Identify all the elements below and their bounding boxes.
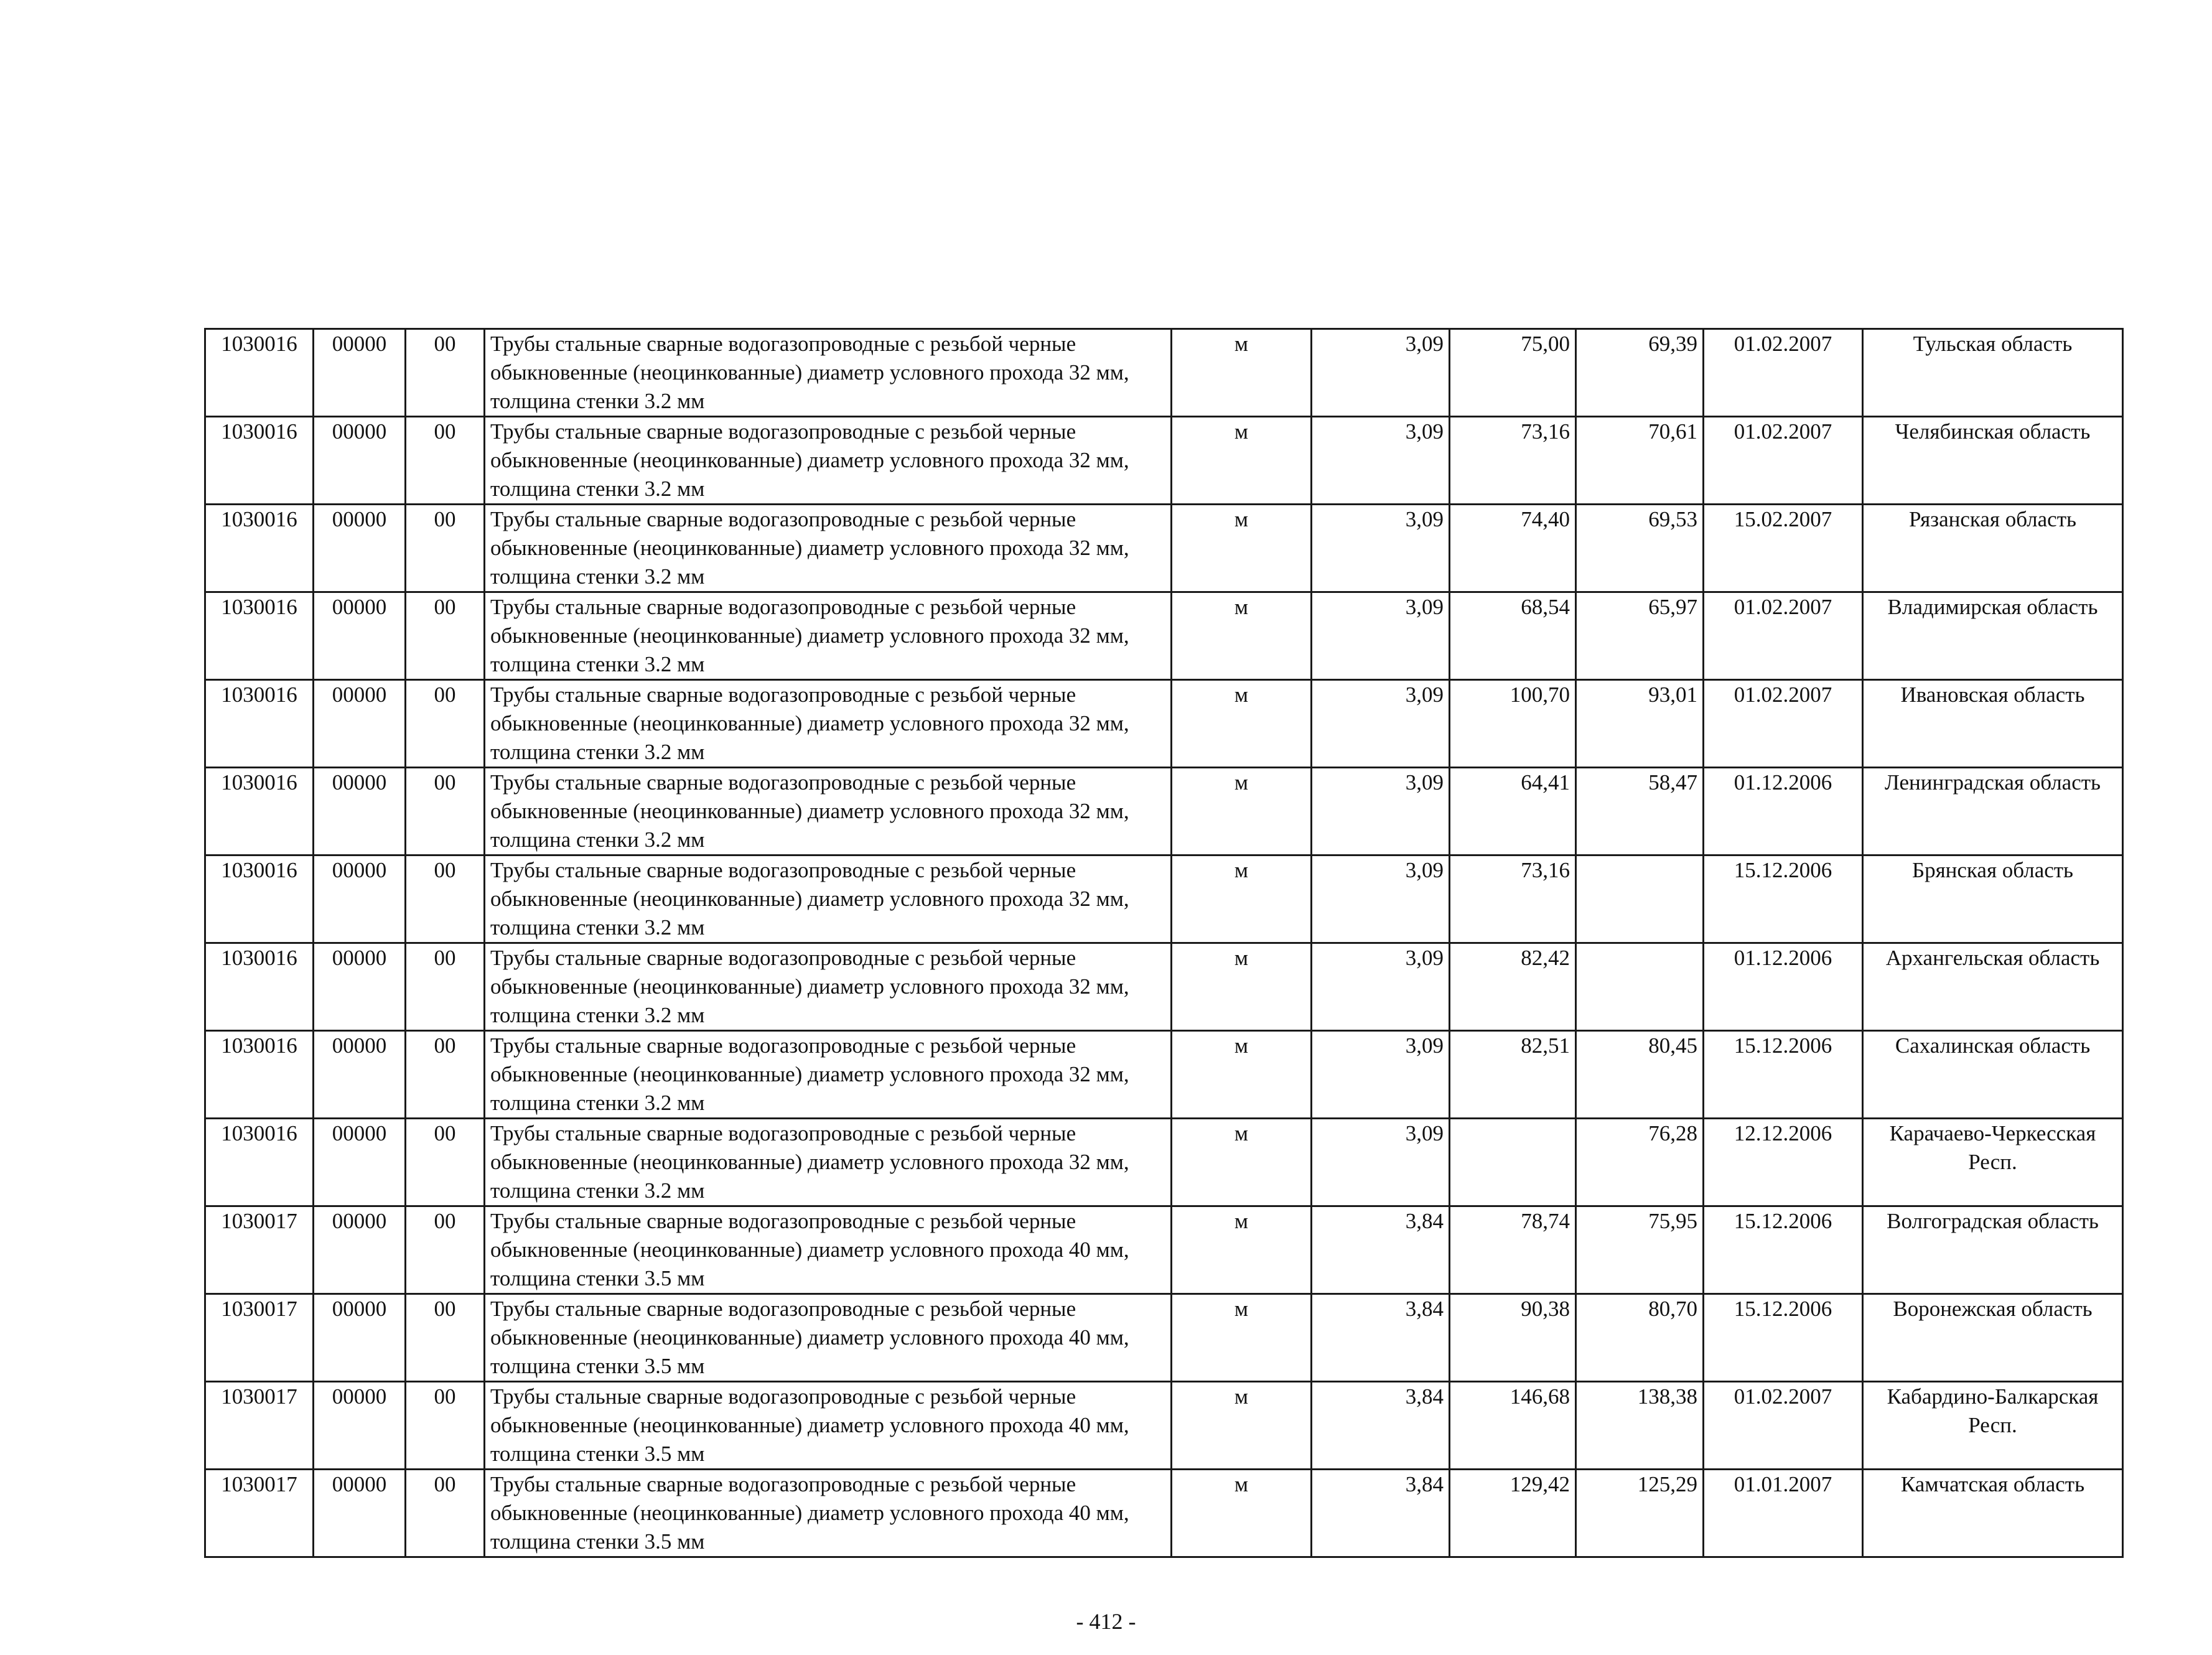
item-code-cell: 1030016 [205,505,314,592]
subcode-cell: 00000 [314,1206,406,1294]
unit-cell: м [1172,592,1312,680]
table-body [205,329,2123,1557]
price-cell: 82,51 [1450,1031,1576,1119]
subcode-cell: 00000 [314,329,406,417]
item-name-cell: Трубы стальные сварные водогазопроводные с резьбой черные обыкновенные (неоцинкованные) диаметр условного прохода 40 мм, толщина стенки 3.5 мм [485,1206,1172,1294]
price-alt-cell [1576,943,1704,1031]
price-cell: 146,68 [1450,1382,1576,1470]
date-cell: 15.02.2007 [1704,505,1863,592]
weight-cell: 3,09 [1312,505,1450,592]
region-cell: Воронежская область [1863,1294,2123,1382]
subcode-cell: 00000 [314,417,406,505]
date-cell: 01.02.2007 [1704,680,1863,768]
price-alt-cell: 75,95 [1576,1206,1704,1294]
unit-cell: м [1172,1470,1312,1557]
weight-cell: 3,09 [1312,855,1450,943]
region-cell: Рязанская область [1863,505,2123,592]
table-row [205,417,2123,505]
table-row [205,1382,2123,1470]
date-cell: 01.02.2007 [1704,417,1863,505]
item-code-cell: 1030016 [205,680,314,768]
weight-cell: 3,09 [1312,680,1450,768]
item-code-cell: 1030016 [205,329,314,417]
item-name-cell: Трубы стальные сварные водогазопроводные с резьбой черные обыкновенные (неоцинкованные) диаметр условного прохода 32 мм, толщина стенки 3.2 мм [485,768,1172,855]
table-row [205,505,2123,592]
item-name-cell: Трубы стальные сварные водогазопроводные с резьбой черные обыкновенные (неоцинкованные) диаметр условного прохода 32 мм, толщина стенки 3.2 мм [485,592,1172,680]
item-code-cell: 1030017 [205,1382,314,1470]
weight-cell: 3,84 [1312,1206,1450,1294]
item-code-cell: 1030016 [205,1119,314,1206]
unit-cell: м [1172,1294,1312,1382]
suffix-code-cell: 00 [406,505,485,592]
price-cell: 90,38 [1450,1294,1576,1382]
region-cell: Челябинская область [1863,417,2123,505]
item-code-cell: 1030016 [205,417,314,505]
region-cell: Ленинградская область [1863,768,2123,855]
region-cell: Карачаево-Черкесская Респ. [1863,1119,2123,1206]
price-cell: 75,00 [1450,329,1576,417]
price-cell: 68,54 [1450,592,1576,680]
date-cell: 12.12.2006 [1704,1119,1863,1206]
price-cell: 73,16 [1450,855,1576,943]
weight-cell: 3,09 [1312,1119,1450,1206]
price-cell: 129,42 [1450,1470,1576,1557]
unit-cell: м [1172,1206,1312,1294]
subcode-cell: 00000 [314,1382,406,1470]
weight-cell: 3,09 [1312,417,1450,505]
suffix-code-cell: 00 [406,1119,485,1206]
price-cell: 74,40 [1450,505,1576,592]
region-cell: Камчатская область [1863,1470,2123,1557]
price-alt-cell: 93,01 [1576,680,1704,768]
table-row [205,1470,2123,1557]
unit-cell: м [1172,943,1312,1031]
item-name-cell: Трубы стальные сварные водогазопроводные с резьбой черные обыкновенные (неоцинкованные) диаметр условного прохода 32 мм, толщина стенки 3.2 мм [485,680,1172,768]
date-cell: 15.12.2006 [1704,1031,1863,1119]
region-cell: Брянская область [1863,855,2123,943]
weight-cell: 3,09 [1312,943,1450,1031]
subcode-cell: 00000 [314,592,406,680]
price-alt-cell: 80,70 [1576,1294,1704,1382]
price-alt-cell: 69,39 [1576,329,1704,417]
subcode-cell: 00000 [314,855,406,943]
price-cell: 100,70 [1450,680,1576,768]
suffix-code-cell: 00 [406,1382,485,1470]
suffix-code-cell: 00 [406,1294,485,1382]
subcode-cell: 00000 [314,1119,406,1206]
price-table [204,328,2124,1558]
date-cell: 15.12.2006 [1704,855,1863,943]
price-alt-cell: 125,29 [1576,1470,1704,1557]
price-alt-cell: 65,97 [1576,592,1704,680]
price-alt-cell: 69,53 [1576,505,1704,592]
subcode-cell: 00000 [314,1294,406,1382]
subcode-cell: 00000 [314,768,406,855]
suffix-code-cell: 00 [406,855,485,943]
table-row [205,329,2123,417]
item-code-cell: 1030016 [205,592,314,680]
unit-cell: м [1172,680,1312,768]
price-cell: 64,41 [1450,768,1576,855]
table-row [205,1294,2123,1382]
subcode-cell: 00000 [314,680,406,768]
date-cell: 01.01.2007 [1704,1470,1863,1557]
item-name-cell: Трубы стальные сварные водогазопроводные с резьбой черные обыкновенные (неоцинкованные) диаметр условного прохода 32 мм, толщина стенки 3.2 мм [485,855,1172,943]
suffix-code-cell: 00 [406,1206,485,1294]
date-cell: 15.12.2006 [1704,1206,1863,1294]
date-cell: 01.12.2006 [1704,943,1863,1031]
suffix-code-cell: 00 [406,592,485,680]
price-cell [1450,1119,1576,1206]
weight-cell: 3,09 [1312,768,1450,855]
table-row [205,1206,2123,1294]
table-row [205,680,2123,768]
table-row [205,1031,2123,1119]
price-alt-cell: 58,47 [1576,768,1704,855]
item-name-cell: Трубы стальные сварные водогазопроводные с резьбой черные обыкновенные (неоцинкованные) диаметр условного прохода 32 мм, толщина стенки 3.2 мм [485,1031,1172,1119]
price-cell: 82,42 [1450,943,1576,1031]
weight-cell: 3,09 [1312,329,1450,417]
weight-cell: 3,09 [1312,592,1450,680]
weight-cell: 3,84 [1312,1470,1450,1557]
region-cell: Волгоградская область [1863,1206,2123,1294]
region-cell: Ивановская область [1863,680,2123,768]
table-row [205,592,2123,680]
weight-cell: 3,09 [1312,1031,1450,1119]
suffix-code-cell: 00 [406,1470,485,1557]
date-cell: 01.12.2006 [1704,768,1863,855]
table-row [205,943,2123,1031]
date-cell: 01.02.2007 [1704,329,1863,417]
item-code-cell: 1030017 [205,1206,314,1294]
price-cell: 78,74 [1450,1206,1576,1294]
table-row [205,1119,2123,1206]
item-name-cell: Трубы стальные сварные водогазопроводные с резьбой черные обыкновенные (неоцинкованные) диаметр условного прохода 32 мм, толщина стенки 3.2 мм [485,417,1172,505]
item-name-cell: Трубы стальные сварные водогазопроводные с резьбой черные обыкновенные (неоцинкованные) диаметр условного прохода 32 мм, толщина стенки 3.2 мм [485,329,1172,417]
suffix-code-cell: 00 [406,680,485,768]
suffix-code-cell: 00 [406,417,485,505]
region-cell: Тульская область [1863,329,2123,417]
region-cell: Сахалинская область [1863,1031,2123,1119]
price-alt-cell: 70,61 [1576,417,1704,505]
unit-cell: м [1172,505,1312,592]
item-code-cell: 1030016 [205,768,314,855]
item-name-cell: Трубы стальные сварные водогазопроводные с резьбой черные обыкновенные (неоцинкованные) диаметр условного прохода 40 мм, толщина стенки 3.5 мм [485,1382,1172,1470]
price-cell: 73,16 [1450,417,1576,505]
item-name-cell: Трубы стальные сварные водогазопроводные с резьбой черные обыкновенные (неоцинкованные) диаметр условного прохода 40 мм, толщина стенки 3.5 мм [485,1470,1172,1557]
item-name-cell: Трубы стальные сварные водогазопроводные с резьбой черные обыкновенные (неоцинкованные) диаметр условного прохода 40 мм, толщина стенки 3.5 мм [485,1294,1172,1382]
region-cell: Кабардино-Балкарская Респ. [1863,1382,2123,1470]
unit-cell: м [1172,855,1312,943]
table-row [205,768,2123,855]
item-name-cell: Трубы стальные сварные водогазопроводные с резьбой черные обыкновенные (неоцинкованные) диаметр условного прохода 32 мм, толщина стенки 3.2 мм [485,1119,1172,1206]
price-alt-cell: 80,45 [1576,1031,1704,1119]
date-cell: 01.02.2007 [1704,592,1863,680]
unit-cell: м [1172,329,1312,417]
page-number: - 412 - [1076,1609,1136,1634]
suffix-code-cell: 00 [406,768,485,855]
region-cell: Архангельская область [1863,943,2123,1031]
item-code-cell: 1030017 [205,1470,314,1557]
unit-cell: м [1172,768,1312,855]
item-code-cell: 1030017 [205,1294,314,1382]
item-code-cell: 1030016 [205,1031,314,1119]
unit-cell: м [1172,1031,1312,1119]
item-code-cell: 1030016 [205,943,314,1031]
price-alt-cell: 76,28 [1576,1119,1704,1206]
unit-cell: м [1172,1382,1312,1470]
item-name-cell: Трубы стальные сварные водогазопроводные с резьбой черные обыкновенные (неоцинкованные) диаметр условного прохода 32 мм, толщина стенки 3.2 мм [485,505,1172,592]
subcode-cell: 00000 [314,505,406,592]
price-alt-cell [1576,855,1704,943]
weight-cell: 3,84 [1312,1382,1450,1470]
subcode-cell: 00000 [314,943,406,1031]
unit-cell: м [1172,1119,1312,1206]
price-alt-cell: 138,38 [1576,1382,1704,1470]
date-cell: 01.02.2007 [1704,1382,1863,1470]
region-cell: Владимирская область [1863,592,2123,680]
weight-cell: 3,84 [1312,1294,1450,1382]
date-cell: 15.12.2006 [1704,1294,1863,1382]
item-name-cell: Трубы стальные сварные водогазопроводные с резьбой черные обыкновенные (неоцинкованные) диаметр условного прохода 32 мм, толщина стенки 3.2 мм [485,943,1172,1031]
item-code-cell: 1030016 [205,855,314,943]
suffix-code-cell: 00 [406,943,485,1031]
table-row [205,855,2123,943]
subcode-cell: 00000 [314,1470,406,1557]
subcode-cell: 00000 [314,1031,406,1119]
suffix-code-cell: 00 [406,1031,485,1119]
unit-cell: м [1172,417,1312,505]
suffix-code-cell: 00 [406,329,485,417]
